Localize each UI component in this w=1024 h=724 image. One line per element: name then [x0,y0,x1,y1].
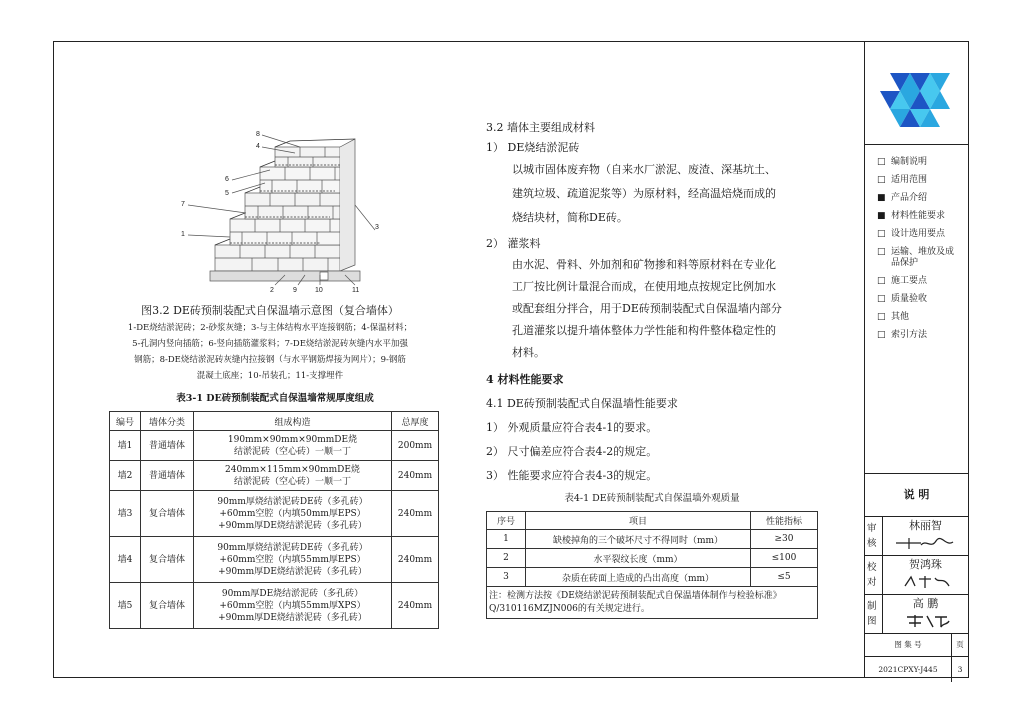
nav-item-product[interactable] [877,193,967,204]
design-signature [891,613,961,629]
nav-item-label: 编制说明 [891,157,928,167]
body-line: 烧结块材，简称DE砖。 [512,211,628,224]
design-name: 高 鹏 [912,597,939,610]
table-cell: 墙5 [110,583,141,629]
callout-7: 7 [181,201,185,208]
table-cell: 普通墙体 [141,461,194,491]
table1-header: 总厚度 [392,412,439,431]
page-number: 3 [957,665,963,674]
table-cell: 缺棱掉角的三个破坏尺寸不得同时（mm） [526,530,751,549]
table-cell: 90mm厚烧结淤泥砖DE砖（多孔砖）+60mm空腔（内填50mm厚EPS）+90mm厚DE烧结淤泥砖（多孔砖） [194,491,392,537]
titleblock-title: 说 明 [865,474,968,517]
nav-item-quality[interactable] [877,294,967,305]
box-icon: □ [877,312,886,322]
page-label: 页 [956,640,964,649]
legend-line: 混凝土底座；10-吊装孔；11-支撑埋件 [196,371,344,381]
body-line: 材料。 [512,346,545,359]
nav-item-label: 其他 [891,312,910,322]
figure-legend [100,320,440,384]
table-cell: 1 [487,530,526,549]
callout-8: 8 [256,131,260,138]
table-cell: 复合墙体 [141,537,194,583]
table-cell: 240mm [392,461,439,491]
sub1-title: 1） DE烧结淤泥砖 [486,141,580,154]
table-cell: 240mm [392,537,439,583]
table-cell: 2 [487,549,526,568]
logo-icon [880,65,960,135]
table-cell: 墙1 [110,431,141,461]
callout-10: 10 [315,287,323,294]
table-cell: 杂质在砖面上造成的凸出高度（mm） [526,568,751,587]
check-signature [891,574,961,590]
section-4-heading: 4 材料性能要求 [486,373,564,386]
nav-item-label: 设计选用要点 [891,229,946,239]
req-item: 1） 外观质量应符合表4-1的要求。 [486,421,658,434]
atlas-number: 2021CPXY-J445 [865,657,952,682]
nav-item-label: 索引方法 [891,330,928,340]
table-cell: ≥30 [751,530,818,549]
table-cell: 90mm厚烧结淤泥砖DE砖（多孔砖）+60mm空腔（内填55mm厚EPS）+90mm厚DE烧结淤泥砖（多孔砖） [194,537,392,583]
req-item: 3） 性能要求应符合表4-3的规定。 [486,469,658,482]
legend-line: 钢筋；8-DE烧结淤泥砖灰缝内拉接钢（与水平钢筋焊接为网片）；9-钢筋 [134,355,406,365]
box-icon: □ [877,175,886,185]
check-name: 贺鸿珠 [909,558,942,571]
table-cell: 190mm×90mm×90mmDE烧结淤泥砖（空心砖）一顺一丁 [194,431,392,461]
sidebar-divider [865,144,968,145]
section-3-2 [486,118,836,488]
body-line: 建筑垃圾、疏道泥浆等）为原材料，经高温焙烧而成的 [512,187,776,200]
box-icon: □ [877,294,886,304]
table1 [109,411,439,629]
table1-title: 表3-1 DE砖预制装配式自保温墙常规厚度组成 [176,393,374,404]
box-icon: □ [877,247,886,257]
body-line: 或配套组分拌合，用于DE砖预制装配式自保温墙内部分 [512,302,782,315]
table-cell: 200mm [392,431,439,461]
box-icon: □ [877,157,886,167]
filled-box-icon: ■ [877,211,886,221]
nav-item-label: 适用范围 [891,175,928,185]
nav-item-material[interactable] [877,211,967,222]
table-cell: 水平裂纹长度（mm） [526,549,751,568]
callout-6: 6 [225,176,229,183]
callout-9: 9 [293,287,297,294]
table-cell: ≤5 [751,568,818,587]
figure-caption: 图3.2 DE砖预制装配式自保温墙示意图（复合墙体） [141,304,399,317]
body-line: 工厂按比例计量混合而成，在使用地点按规定比例加水 [512,280,776,293]
atlas-label: 图 集 号 [865,634,952,656]
table-cell: 3 [487,568,526,587]
table2-header: 序号 [487,512,526,530]
table-cell: 240mm [392,583,439,629]
legend-line: 1-DE烧结淤泥砖；2-砂浆灰缝；3-与主体结构水平连接钢筋；4-保温材料； [127,323,413,333]
design-label: 制图 [865,595,883,633]
callout-11: 11 [352,287,360,294]
box-icon: □ [877,229,886,239]
nav-list [877,157,967,348]
body-line: 孔道灌浆以提升墙体整体力学性能和构件整体稳定性的 [512,324,776,337]
callout-5: 5 [225,190,229,197]
table2 [486,511,818,619]
table2-header: 项目 [526,512,751,530]
review-name: 林丽智 [909,519,942,532]
nav-item-label: 质量验收 [891,294,928,304]
table-cell: 90mm厚DE烧结淤泥砖（多孔砖）+60mm空腔（内填55mm厚XPS）+90mm厚DE烧结淤泥砖（多孔砖） [194,583,392,629]
nav-item-design[interactable] [877,229,967,240]
nav-item-label: 材料性能要求 [891,211,946,221]
table2-note: 注：检测方法按《DE烧结淤泥砖预制装配式自保温墙体制作与检验标准》Q/310116MZJN006的有关规定进行。 [487,587,818,619]
filled-box-icon: ■ [877,193,886,203]
nav-item-other[interactable] [877,312,967,323]
nav-item-transport[interactable] [877,247,967,269]
table1-header: 编号 [110,412,141,431]
table2-title: 表4-1 DE砖预制装配式自保温墙外观质量 [564,493,740,504]
callout-3: 3 [375,224,379,231]
table1-header: 墙体分类 [141,412,194,431]
nav-item-intro[interactable] [877,157,967,168]
box-icon: □ [877,330,886,340]
table-cell: 复合墙体 [141,491,194,537]
nav-item-label: 运输、堆放及成品保护 [891,247,955,268]
callout-4: 4 [256,143,260,150]
sub2-title: 2） 灌浆料 [486,237,541,250]
review-label: 审核 [865,517,883,555]
table-cell: 普通墙体 [141,431,194,461]
table-cell: 复合墙体 [141,583,194,629]
titleblock [865,473,968,679]
nav-item-scope[interactable] [877,175,967,186]
callout-1: 1 [181,231,185,238]
nav-item-label: 施工要点 [891,276,928,286]
table-cell: 墙4 [110,537,141,583]
table2-header: 性能指标 [751,512,818,530]
sidebar [864,41,969,678]
box-icon: □ [877,276,886,286]
req-item: 2） 尺寸偏差应符合表4-2的规定。 [486,445,658,458]
body-line: 以城市固体废弃物（自来水厂淤泥、废渣、深基坑土、 [512,163,776,176]
check-label: 校对 [865,556,883,594]
table-cell: 墙3 [110,491,141,537]
wall-diagram [170,125,410,295]
legend-line: 5-孔洞内竖向插筋；6-竖向插筋灌浆料；7-DE烧结淤泥砖灰缝内水平加强 [132,339,408,349]
section-4-1-heading: 4.1 DE砖预制装配式自保温墙性能要求 [486,397,678,410]
table-cell: 墙2 [110,461,141,491]
nav-item-label: 产品介绍 [891,193,928,203]
table-cell: ≤100 [751,549,818,568]
body-line: 由水泥、骨料、外加剂和矿物掺和料等原材料在专业化 [512,258,776,271]
callout-2: 2 [270,287,274,294]
table1-header: 组成构造 [194,412,392,431]
nav-item-index[interactable] [877,330,967,341]
nav-item-construction[interactable] [877,276,967,287]
table-cell: 240mm×115mm×90mmDE烧结淤泥砖（空心砖）一顺一丁 [194,461,392,491]
review-signature [891,535,961,551]
table-cell: 240mm [392,491,439,537]
section-3-2-heading: 3.2 墙体主要组成材料 [486,121,595,134]
